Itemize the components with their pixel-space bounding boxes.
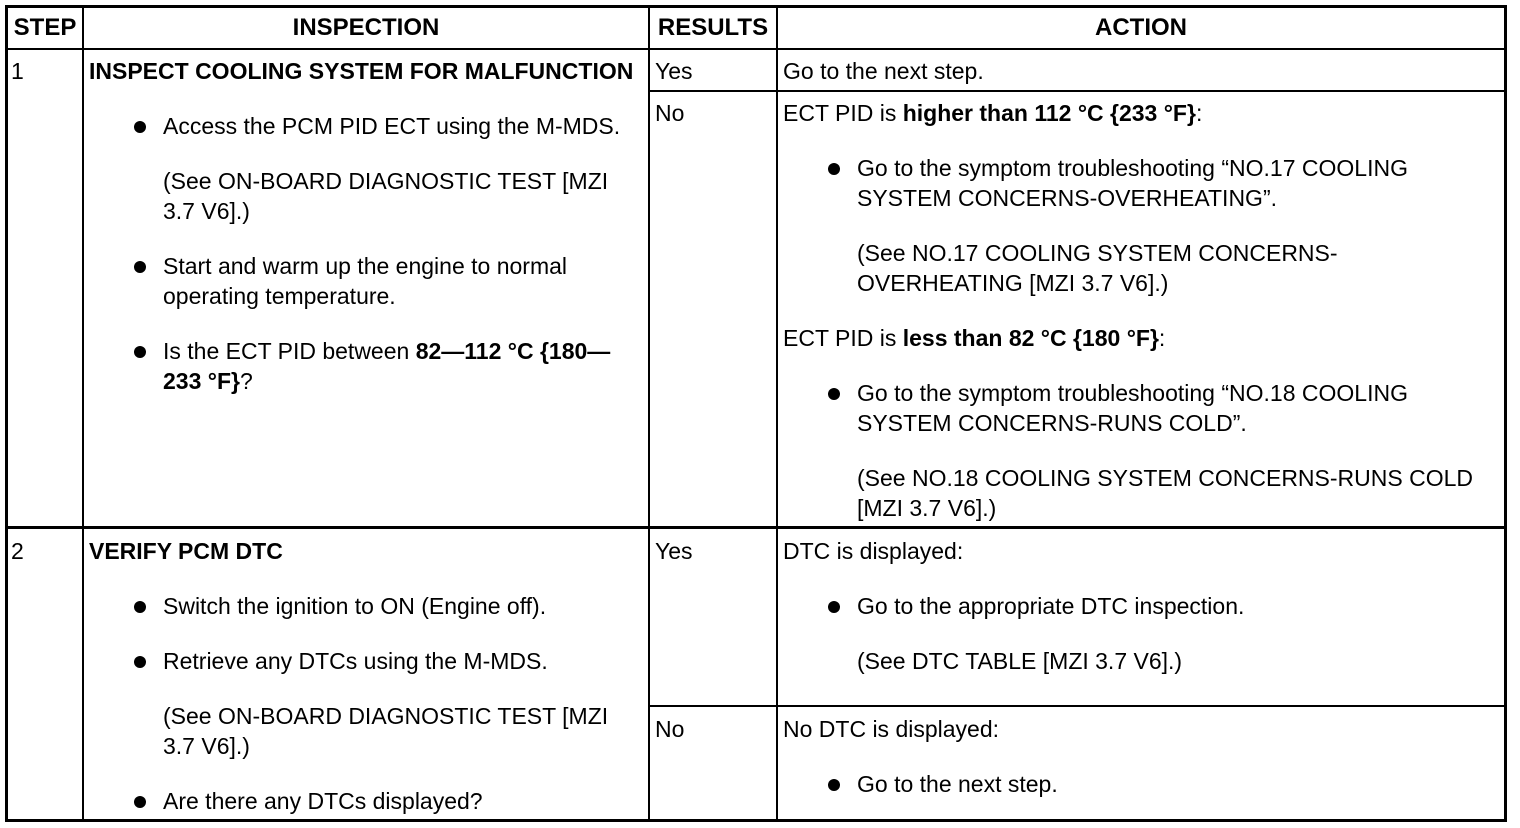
header-results: RESULTS bbox=[657, 14, 769, 41]
column-divider-results bbox=[776, 8, 778, 819]
step2-bullet-2: Retrieve any DTCs using the M-MDS. bbox=[89, 646, 634, 676]
step2-result-no: No bbox=[655, 716, 685, 742]
bullet-icon bbox=[828, 163, 840, 175]
bullet-icon bbox=[828, 779, 840, 791]
bullet-icon bbox=[134, 346, 146, 358]
step1-result-yes: Yes bbox=[655, 58, 693, 84]
step2-result-yes: Yes bbox=[655, 538, 693, 564]
step1-title: INSPECT COOLING SYSTEM FOR MALFUNCTION bbox=[89, 58, 634, 84]
bullet-icon bbox=[828, 601, 840, 613]
header-inspection: INSPECTION bbox=[292, 14, 440, 41]
bullet-icon bbox=[134, 601, 146, 613]
step2-no-text: No DTC is displayed: bbox=[783, 716, 1000, 742]
step2-note: (See ON-BOARD DIAGNOSTIC TEST [MZI 3.7 V6].) bbox=[163, 703, 609, 759]
step1-high-note: (See NO.17 COOLING SYSTEM CONCERNS-OVERHEATING [MZI 3.7 V6].) bbox=[857, 240, 1338, 296]
step2-no-bullet: Go to the next step. bbox=[783, 769, 1495, 799]
header-divider bbox=[8, 48, 1504, 50]
step2-yes-note: (See DTC TABLE [MZI 3.7 V6].) bbox=[857, 648, 1183, 674]
step2-bullet-1: Switch the ignition to ON (Engine off). bbox=[89, 591, 634, 621]
step2-action-yes bbox=[783, 536, 1495, 676]
step1-low-bullet: Go to the symptom troubleshooting “NO.18 COOLING SYSTEM CONCERNS-RUNS COLD”. bbox=[783, 378, 1495, 438]
step2-yes-bullet: Go to the appropriate DTC inspection. bbox=[783, 591, 1495, 621]
step2-title: VERIFY PCM DTC bbox=[89, 538, 283, 564]
bullet-icon bbox=[134, 656, 146, 668]
column-divider-step bbox=[82, 8, 84, 819]
header-action: ACTION bbox=[1095, 14, 1187, 41]
bullet-icon bbox=[134, 261, 146, 273]
step2-action-no bbox=[783, 714, 1495, 799]
step1-action-yes: Go to the next step. bbox=[783, 58, 984, 84]
step1-bullet-1: Access the PCM PID ECT using the M-MDS. bbox=[89, 111, 634, 141]
step-divider bbox=[8, 526, 1504, 529]
column-divider-inspection bbox=[648, 8, 650, 819]
step1-result-divider bbox=[648, 90, 1504, 92]
step1-bullet-2: Start and warm up the engine to normal operating temperature. bbox=[89, 251, 634, 311]
step1-result-no: No bbox=[655, 100, 685, 126]
step1-condition-low: ECT PID is less than 82 °C {180 °F}: bbox=[783, 325, 1166, 351]
step1-question: Is the ECT PID between 82—112 °C {180—233 °F}? bbox=[89, 336, 634, 396]
step1-action-no bbox=[783, 98, 1495, 523]
step1-note: (See ON-BOARD DIAGNOSTIC TEST [MZI 3.7 V6].) bbox=[163, 168, 609, 224]
step2-yes-text: DTC is displayed: bbox=[783, 538, 964, 564]
step2-question: Are there any DTCs displayed? bbox=[89, 786, 634, 816]
step1-high-bullet: Go to the symptom troubleshooting “NO.17 COOLING SYSTEM CONCERNS-OVERHEATING”. bbox=[783, 153, 1495, 213]
step2-inspection bbox=[89, 536, 634, 816]
bullet-icon bbox=[134, 121, 146, 133]
step2-number: 2 bbox=[11, 538, 24, 564]
step1-condition-high: ECT PID is higher than 112 °C {233 °F}: bbox=[783, 100, 1203, 126]
bullet-icon bbox=[134, 796, 146, 808]
step1-low-note: (See NO.18 COOLING SYSTEM CONCERNS-RUNS COLD [MZI 3.7 V6].) bbox=[857, 465, 1474, 521]
step1-number: 1 bbox=[11, 58, 24, 84]
bullet-icon bbox=[828, 388, 840, 400]
header-step: STEP bbox=[13, 14, 77, 41]
step2-result-divider bbox=[648, 705, 1504, 707]
step1-inspection bbox=[89, 56, 634, 396]
